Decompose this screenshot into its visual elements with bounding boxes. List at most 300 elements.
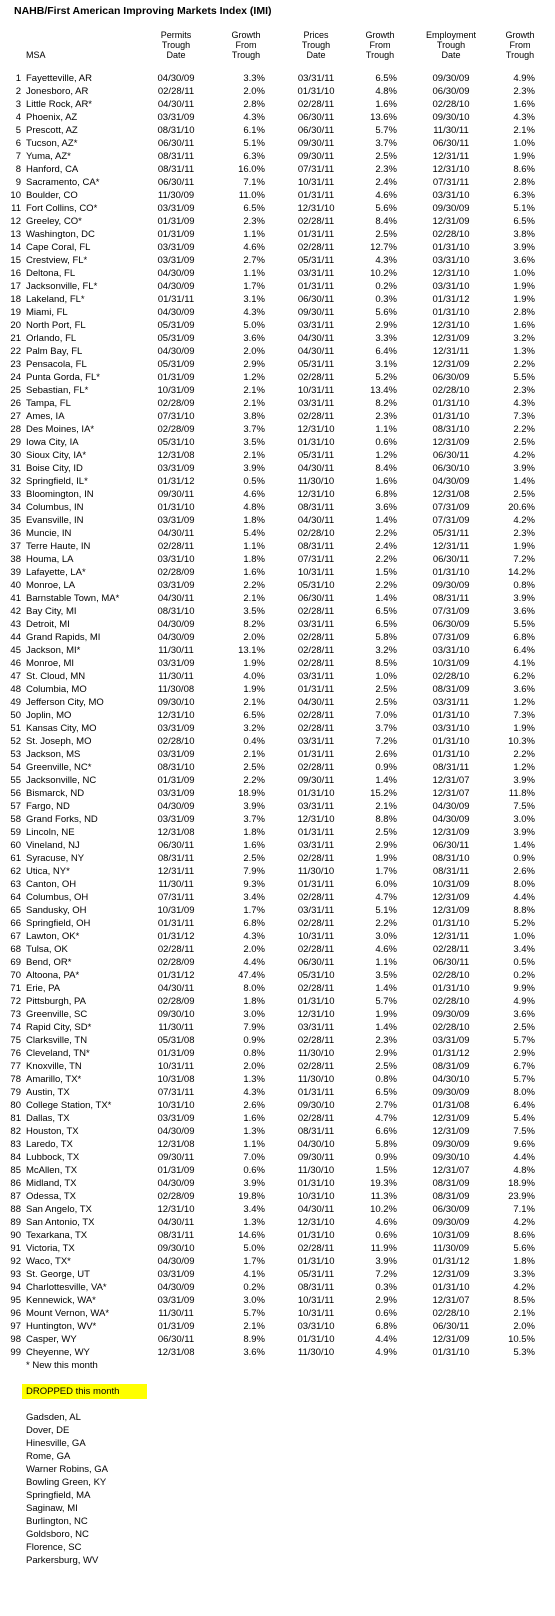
employment-growth: 1.9% (513, 723, 535, 734)
prices-trough-date: 03/31/11 (297, 801, 335, 812)
prices-trough-date: 04/30/11 (297, 346, 335, 357)
permits-growth: 1.6% (243, 840, 265, 851)
table-row (0, 306, 555, 319)
prices-trough-date: 01/31/11 (297, 229, 335, 240)
row-number: 35 (10, 515, 21, 526)
permits-trough-date: 03/31/09 (157, 788, 195, 799)
row-number: 1 (15, 73, 21, 84)
prices-growth: 0.8% (375, 1074, 397, 1085)
table-row (0, 761, 555, 774)
permits-growth: 3.0% (243, 1009, 265, 1020)
employment-trough-date: 03/31/10 (432, 255, 470, 266)
prices-trough-date: 01/31/10 (297, 86, 335, 97)
prices-trough-date: 01/31/10 (297, 1230, 335, 1241)
permits-trough-date: 01/31/09 (157, 1165, 195, 1176)
employment-growth: 4.3% (513, 112, 535, 123)
row-number: 95 (10, 1295, 21, 1306)
row-number: 96 (10, 1308, 21, 1319)
dropped-item: Bowling Green, KY (26, 1477, 107, 1488)
header-line: Employment (425, 30, 477, 40)
permits-growth: 3.5% (243, 437, 265, 448)
prices-trough-date: 01/31/11 (297, 684, 335, 695)
msa-name: Laredo, TX (26, 1139, 73, 1150)
permits-growth: 3.1% (243, 294, 265, 305)
permits-growth: 2.0% (243, 86, 265, 97)
row-number: 74 (10, 1022, 21, 1033)
permits-growth: 6.5% (243, 203, 265, 214)
table-row (0, 826, 555, 839)
employment-trough-date: 12/31/07 (432, 775, 470, 786)
prices-trough-date: 03/31/11 (297, 671, 335, 682)
prices-trough-date: 10/31/11 (297, 385, 335, 396)
prices-trough-date: 03/31/11 (297, 268, 335, 279)
employment-trough-date: 01/31/12 (432, 1256, 470, 1267)
row-number: 8 (15, 164, 21, 175)
permits-growth: 8.2% (243, 619, 265, 630)
employment-trough-date: 02/28/10 (432, 229, 470, 240)
row-number: 78 (10, 1074, 21, 1085)
msa-name: Bend, OR* (26, 957, 72, 968)
permits-trough-date: 10/31/10 (157, 1100, 195, 1111)
footnote: * New this month (26, 1360, 98, 1371)
row-number: 75 (10, 1035, 21, 1046)
table-row (0, 709, 555, 722)
msa-name: Lawton, OK* (26, 931, 80, 942)
permits-trough-date: 07/31/11 (157, 892, 195, 903)
row-number: 13 (10, 229, 21, 240)
prices-trough-date: 04/30/11 (297, 515, 335, 526)
row-number: 4 (15, 112, 21, 123)
msa-name: Des Moines, IA* (26, 424, 95, 435)
msa-name: Columbus, IN (26, 502, 84, 513)
employment-trough-date: 12/31/09 (432, 216, 470, 227)
permits-trough-date: 04/30/11 (157, 983, 195, 994)
employment-trough-date: 06/30/11 (432, 840, 470, 851)
msa-name: Bloomington, IN (26, 489, 94, 500)
table-row (0, 358, 555, 371)
dropped-heading: DROPPED this month (22, 1384, 147, 1399)
prices-trough-date: 01/31/10 (297, 1178, 335, 1189)
table-row (0, 1060, 555, 1073)
employment-growth: 3.8% (513, 229, 535, 240)
employment-trough-date: 01/31/12 (432, 1048, 470, 1059)
prices-trough-date: 01/31/11 (297, 281, 335, 292)
table-row (0, 501, 555, 514)
employment-growth: 3.9% (513, 775, 535, 786)
prices-trough-date: 03/31/10 (297, 1321, 335, 1332)
table-row (0, 514, 555, 527)
employment-trough-date: 12/31/07 (432, 1295, 470, 1306)
permits-growth: 2.1% (243, 749, 265, 760)
prices-growth: 2.2% (375, 528, 397, 539)
table-row (0, 202, 555, 215)
prices-growth: 10.2% (370, 268, 397, 279)
prices-trough-date: 03/31/11 (297, 905, 335, 916)
row-number: 68 (10, 944, 21, 955)
row-number: 76 (10, 1048, 21, 1059)
permits-growth: 2.1% (243, 697, 265, 708)
row-number: 28 (10, 424, 21, 435)
employment-growth: 4.2% (513, 1217, 535, 1228)
employment-trough-date: 09/30/09 (432, 203, 470, 214)
prices-trough-date: 01/31/11 (297, 749, 335, 760)
prices-growth: 1.1% (375, 424, 397, 435)
table-row (0, 462, 555, 475)
permits-trough-date: 04/30/09 (157, 346, 195, 357)
table-row (0, 527, 555, 540)
permits-growth: 2.1% (243, 593, 265, 604)
row-number: 20 (10, 320, 21, 331)
prices-growth: 10.2% (370, 1204, 397, 1215)
prices-trough-date: 05/31/11 (297, 1269, 335, 1280)
row-number: 99 (10, 1347, 21, 1358)
permits-growth: 1.6% (243, 1113, 265, 1124)
permits-growth: 19.8% (238, 1191, 265, 1202)
row-number: 66 (10, 918, 21, 929)
permits-trough-date: 12/31/08 (157, 450, 195, 461)
table-row (0, 98, 555, 111)
prices-growth: 8.4% (375, 216, 397, 227)
prices-trough-date: 06/30/11 (297, 125, 335, 136)
msa-name: Lincoln, NE (26, 827, 75, 838)
permits-growth: 2.0% (243, 1061, 265, 1072)
employment-trough-date: 12/31/09 (432, 1334, 470, 1345)
permits-trough-date: 11/30/11 (158, 645, 194, 656)
table-row (0, 423, 555, 436)
table-row (0, 579, 555, 592)
row-number: 9 (15, 177, 21, 188)
employment-trough-date: 06/30/11 (432, 554, 470, 565)
prices-trough-date: 02/28/11 (297, 658, 335, 669)
table-row (0, 1320, 555, 1333)
table-row (0, 1086, 555, 1099)
table-row (0, 488, 555, 501)
employment-trough-date: 12/31/10 (432, 164, 470, 175)
employment-growth: 8.6% (513, 1230, 535, 1241)
employment-trough-date: 01/31/10 (432, 710, 470, 721)
employment-trough-date: 09/30/09 (432, 580, 470, 591)
permits-growth: 18.9% (238, 788, 265, 799)
prices-trough-date: 06/30/11 (297, 112, 335, 123)
row-number: 30 (10, 450, 21, 461)
dropped-item: Parkersburg, WV (26, 1555, 99, 1566)
header-employment-growth (496, 30, 544, 72)
permits-trough-date: 08/31/10 (157, 125, 195, 136)
employment-trough-date: 12/31/11 (432, 931, 470, 942)
table-row (0, 1346, 555, 1359)
prices-trough-date: 05/31/10 (297, 580, 335, 591)
prices-growth: 1.4% (375, 515, 397, 526)
employment-growth: 2.2% (513, 749, 535, 760)
permits-growth: 2.9% (243, 359, 265, 370)
prices-growth: 1.4% (375, 593, 397, 604)
employment-growth: 5.7% (513, 1035, 535, 1046)
prices-growth: 11.3% (370, 1191, 397, 1202)
msa-name: Joplin, MO (26, 710, 72, 721)
msa-name: Clarksville, TN (26, 1035, 88, 1046)
table-row (0, 228, 555, 241)
prices-trough-date: 05/31/11 (297, 359, 335, 370)
msa-name: Greeley, CO* (26, 216, 82, 227)
msa-name: Phoenix, AZ (26, 112, 78, 123)
msa-name: Tulsa, OK (26, 944, 68, 955)
permits-growth: 4.3% (243, 307, 265, 318)
msa-name: Midland, TX (26, 1178, 77, 1189)
permits-growth: 3.0% (243, 1295, 265, 1306)
permits-trough-date: 04/30/11 (157, 1217, 195, 1228)
prices-growth: 0.2% (375, 281, 397, 292)
permits-growth: 7.9% (243, 866, 265, 877)
prices-trough-date: 08/31/11 (297, 1282, 335, 1293)
msa-name: Sebastian, FL* (26, 385, 89, 396)
msa-name: Hanford, CA (26, 164, 79, 175)
prices-trough-date: 08/31/11 (297, 502, 335, 513)
employment-growth: 3.9% (513, 463, 535, 474)
permits-growth: 7.0% (243, 1152, 265, 1163)
permits-growth: 5.0% (243, 1243, 265, 1254)
permits-trough-date: 08/31/11 (157, 164, 195, 175)
table-row (0, 1307, 555, 1320)
employment-trough-date: 03/31/10 (432, 190, 470, 201)
permits-trough-date: 03/31/09 (157, 1269, 195, 1280)
permits-trough-date: 03/31/09 (157, 1113, 195, 1124)
msa-name: Texarkana, TX (26, 1230, 88, 1241)
employment-trough-date: 12/31/07 (432, 788, 470, 799)
dropped-item: Rome, GA (26, 1451, 71, 1462)
msa-name: North Port, FL (26, 320, 86, 331)
table-row (0, 241, 555, 254)
table-row (0, 1008, 555, 1021)
table-row (0, 1034, 555, 1047)
header-line: Trough (436, 40, 466, 50)
permits-growth: 4.0% (243, 671, 265, 682)
employment-growth: 6.8% (513, 632, 535, 643)
row-number: 62 (10, 866, 21, 877)
prices-trough-date: 11/30/10 (297, 1074, 335, 1085)
employment-growth: 7.1% (513, 1204, 535, 1215)
permits-trough-date: 08/31/11 (157, 151, 195, 162)
prices-trough-date: 02/28/11 (297, 1113, 335, 1124)
employment-growth: 6.2% (513, 671, 535, 682)
msa-name: Grand Rapids, MI (26, 632, 101, 643)
msa-name: Jacksonville, FL* (26, 281, 98, 292)
table-row (0, 1190, 555, 1203)
employment-trough-date: 02/28/11 (432, 944, 470, 955)
employment-trough-date: 12/31/09 (432, 333, 470, 344)
permits-growth: 0.9% (243, 1035, 265, 1046)
employment-growth: 7.5% (513, 1126, 535, 1137)
permits-growth: 3.7% (243, 424, 265, 435)
employment-growth: 7.5% (513, 801, 535, 812)
prices-growth: 1.9% (375, 853, 397, 864)
permits-trough-date: 01/31/12 (157, 476, 195, 487)
prices-growth: 2.5% (375, 684, 397, 695)
dropped-item: Springfield, MA (26, 1490, 91, 1501)
employment-growth: 4.2% (513, 515, 535, 526)
employment-growth: 5.1% (513, 203, 535, 214)
row-number: 87 (10, 1191, 21, 1202)
prices-growth: 6.5% (375, 606, 397, 617)
permits-growth: 2.3% (243, 216, 265, 227)
msa-name: Dallas, TX (26, 1113, 70, 1124)
prices-trough-date: 01/31/10 (297, 1334, 335, 1345)
prices-trough-date: 02/28/11 (297, 892, 335, 903)
permits-trough-date: 01/31/09 (157, 775, 195, 786)
table-row (0, 735, 555, 748)
msa-name: Iowa City, IA (26, 437, 79, 448)
permits-trough-date: 08/31/11 (157, 1230, 195, 1241)
prices-growth: 3.5% (375, 970, 397, 981)
prices-growth: 8.4% (375, 463, 397, 474)
header-line: From (509, 40, 531, 50)
prices-trough-date: 11/30/10 (297, 1048, 335, 1059)
row-number: 16 (10, 268, 21, 279)
row-number: 60 (10, 840, 21, 851)
employment-trough-date: 12/31/10 (432, 268, 470, 279)
employment-trough-date: 01/31/10 (432, 1282, 470, 1293)
msa-name: Jackson, MS (26, 749, 81, 760)
page-title: NAHB/First American Improving Markets Index (IMI) (14, 5, 272, 17)
permits-trough-date: 12/31/08 (157, 827, 195, 838)
msa-name: Sacramento, CA* (26, 177, 100, 188)
prices-trough-date: 02/28/11 (297, 645, 335, 656)
prices-growth: 2.4% (375, 541, 397, 552)
employment-trough-date: 11/30/09 (432, 1243, 470, 1254)
employment-trough-date: 04/30/10 (432, 1074, 470, 1085)
employment-trough-date: 12/31/11 (432, 541, 470, 552)
permits-growth: 1.8% (243, 996, 265, 1007)
row-number: 67 (10, 931, 21, 942)
permits-trough-date: 02/28/11 (157, 86, 195, 97)
msa-name: Amarillo, TX* (26, 1074, 82, 1085)
msa-name: Houston, TX (26, 1126, 79, 1137)
table-row (0, 163, 555, 176)
permits-growth: 2.1% (243, 1321, 265, 1332)
prices-trough-date: 11/30/10 (297, 866, 335, 877)
dropped-item: Saginaw, MI (26, 1503, 78, 1514)
permits-trough-date: 02/28/09 (157, 567, 195, 578)
row-number: 92 (10, 1256, 21, 1267)
permits-trough-date: 03/31/09 (157, 203, 195, 214)
employment-growth: 6.4% (513, 1100, 535, 1111)
msa-name: Palm Bay, FL (26, 346, 83, 357)
permits-trough-date: 06/30/11 (157, 177, 195, 188)
permits-growth: 0.2% (243, 1282, 265, 1293)
permits-growth: 1.3% (243, 1074, 265, 1085)
employment-growth: 5.3% (513, 1347, 535, 1358)
permits-trough-date: 12/31/08 (157, 1139, 195, 1150)
table-row (0, 111, 555, 124)
row-number: 98 (10, 1334, 21, 1345)
prices-growth: 5.6% (375, 203, 397, 214)
prices-trough-date: 01/31/11 (297, 1087, 335, 1098)
prices-growth: 2.2% (375, 554, 397, 565)
permits-trough-date: 08/31/10 (157, 762, 195, 773)
employment-growth: 7.2% (513, 554, 535, 565)
prices-trough-date: 10/31/11 (297, 567, 335, 578)
prices-trough-date: 02/28/10 (297, 528, 335, 539)
row-number: 17 (10, 281, 21, 292)
prices-growth: 8.8% (375, 814, 397, 825)
permits-trough-date: 09/30/11 (157, 1152, 195, 1163)
table-row (0, 1138, 555, 1151)
prices-growth: 0.3% (375, 294, 397, 305)
table-row (0, 1268, 555, 1281)
employment-trough-date: 03/31/11 (432, 697, 470, 708)
employment-growth: 5.2% (513, 918, 535, 929)
employment-trough-date: 09/30/09 (432, 1217, 470, 1228)
table-row (0, 670, 555, 683)
employment-trough-date: 09/30/09 (432, 1009, 470, 1020)
msa-name: St. Joseph, MO (26, 736, 92, 747)
row-number: 7 (15, 151, 21, 162)
prices-trough-date: 03/31/11 (297, 619, 335, 630)
msa-name: Boulder, CO (26, 190, 78, 201)
employment-growth: 2.5% (513, 1022, 535, 1033)
row-number: 34 (10, 502, 21, 513)
table-row (0, 1021, 555, 1034)
permits-trough-date: 04/30/11 (157, 528, 195, 539)
table-row (0, 189, 555, 202)
prices-trough-date: 02/28/11 (297, 853, 335, 864)
table-row (0, 969, 555, 982)
row-number: 12 (10, 216, 21, 227)
table-row (0, 1255, 555, 1268)
permits-trough-date: 02/28/09 (157, 996, 195, 1007)
prices-trough-date: 03/31/11 (297, 73, 335, 84)
msa-name: St. George, UT (26, 1269, 90, 1280)
table-row (0, 345, 555, 358)
prices-growth: 2.6% (375, 749, 397, 760)
row-number: 84 (10, 1152, 21, 1163)
employment-growth: 5.4% (513, 1113, 535, 1124)
row-number: 3 (15, 99, 21, 110)
table-row (0, 475, 555, 488)
row-number: 54 (10, 762, 21, 773)
msa-name: McAllen, TX (26, 1165, 78, 1176)
prices-growth: 13.6% (370, 112, 397, 123)
msa-name: Lubbock, TX (26, 1152, 80, 1163)
prices-growth: 5.2% (375, 372, 397, 383)
row-number: 38 (10, 554, 21, 565)
employment-growth: 1.0% (513, 268, 535, 279)
header-line: Trough (365, 50, 395, 60)
permits-growth: 7.1% (243, 177, 265, 188)
prices-growth: 2.5% (375, 151, 397, 162)
prices-growth: 2.2% (375, 580, 397, 591)
prices-growth: 0.9% (375, 1152, 397, 1163)
msa-name: Jonesboro, AR (26, 86, 89, 97)
row-number: 22 (10, 346, 21, 357)
permits-trough-date: 03/31/09 (157, 658, 195, 669)
permits-trough-date: 01/31/09 (157, 1321, 195, 1332)
table-row (0, 995, 555, 1008)
prices-trough-date: 02/28/11 (297, 944, 335, 955)
employment-trough-date: 01/31/10 (432, 918, 470, 929)
employment-trough-date: 12/31/11 (432, 151, 470, 162)
prices-trough-date: 01/31/11 (297, 190, 335, 201)
row-number: 42 (10, 606, 21, 617)
table-row (0, 1047, 555, 1060)
employment-growth: 3.9% (513, 827, 535, 838)
row-number: 36 (10, 528, 21, 539)
employment-trough-date: 08/31/09 (432, 1061, 470, 1072)
permits-growth: 2.2% (243, 580, 265, 591)
dropped-list (26, 1411, 108, 1567)
permits-trough-date: 04/30/09 (157, 801, 195, 812)
prices-growth: 15.2% (370, 788, 397, 799)
table-row (0, 254, 555, 267)
